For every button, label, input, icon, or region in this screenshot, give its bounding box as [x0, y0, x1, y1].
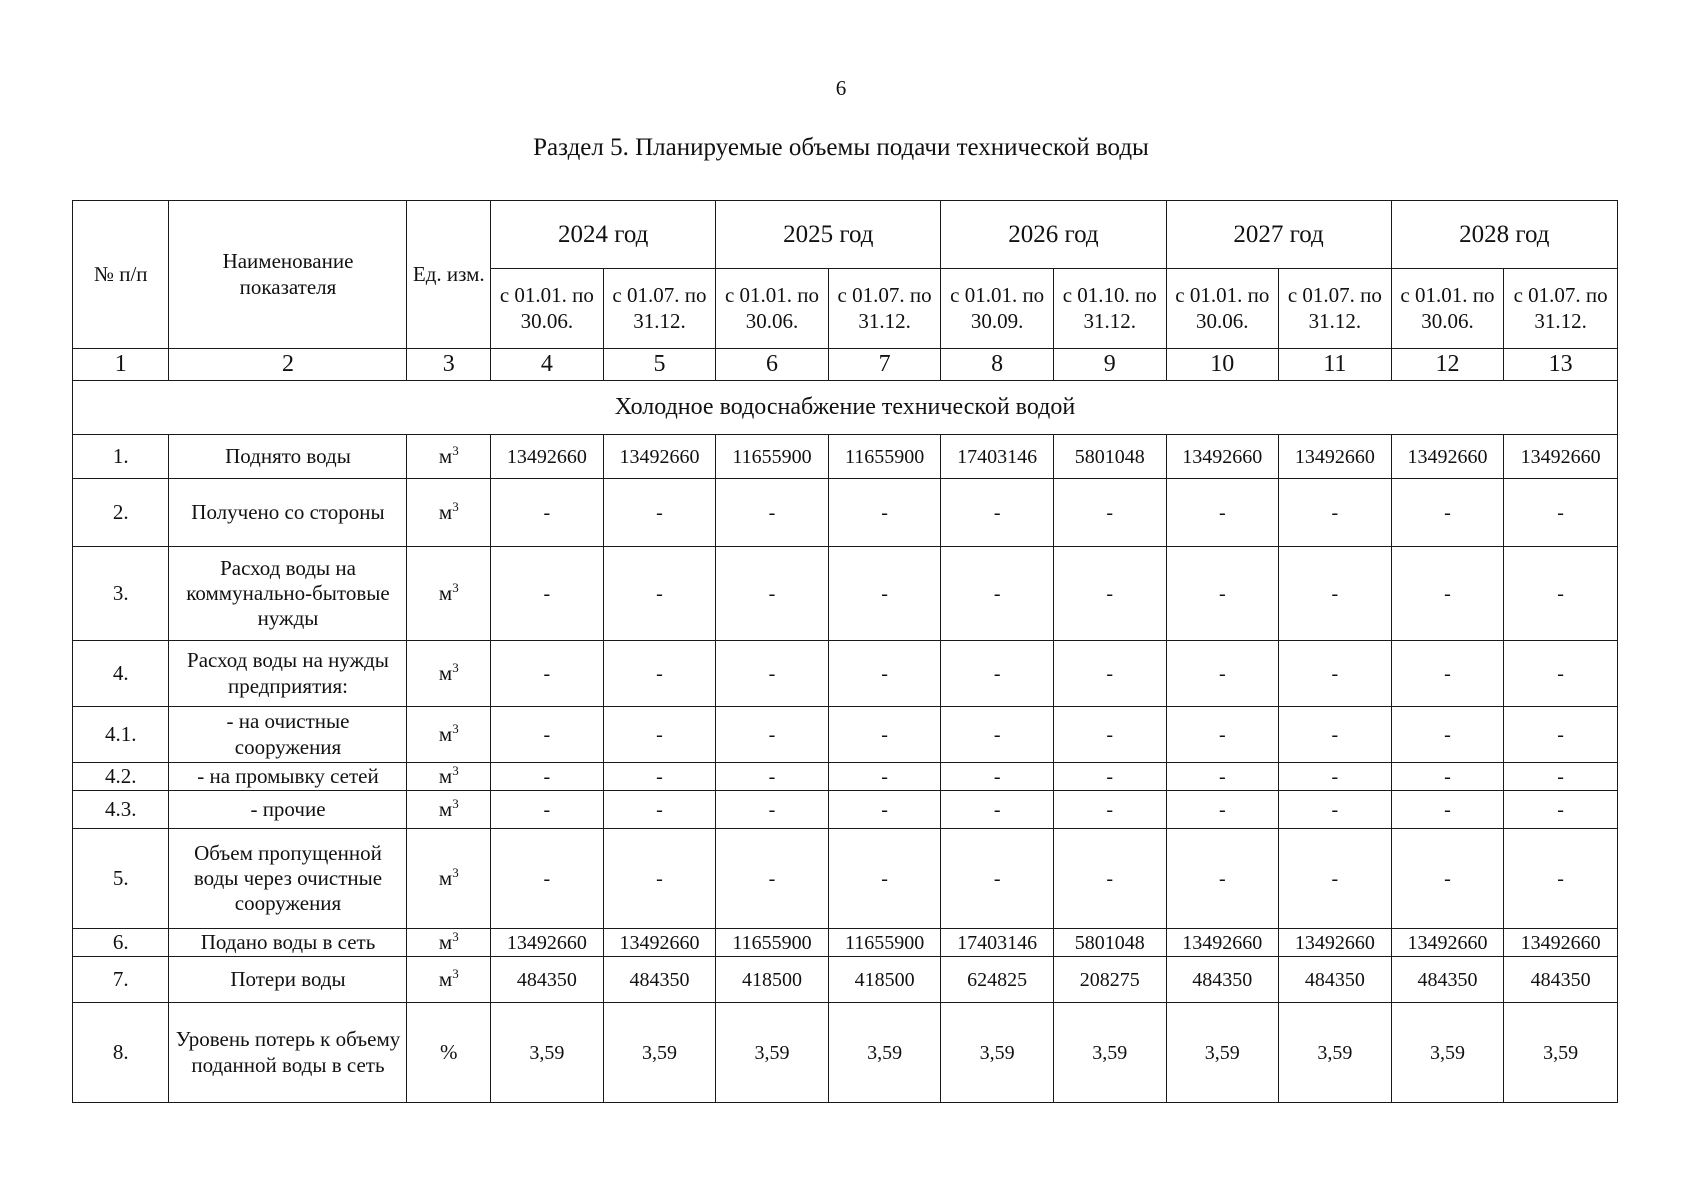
value-cell: 3,59: [491, 1003, 604, 1103]
header-period: с 01.01. по 30.09.: [941, 269, 1054, 349]
value-cell: 484350: [1279, 957, 1392, 1003]
unit-label: м: [438, 444, 453, 469]
table-row: [73, 829, 1618, 929]
value-cell: -: [1504, 707, 1618, 763]
header-col-unit: Ед. изм.: [407, 201, 491, 349]
value-cell: -: [828, 763, 941, 791]
unit-cell: [407, 435, 491, 479]
value-cell: -: [1391, 479, 1504, 547]
unit-cell: [407, 707, 491, 763]
value-cell: 13492660: [1279, 929, 1392, 957]
unit-superscript: 3: [452, 580, 459, 596]
value-cell: -: [603, 641, 716, 707]
value-cell: -: [941, 763, 1054, 791]
value-cell: -: [828, 707, 941, 763]
value-cell: 13492660: [491, 929, 604, 957]
unit-cell: [407, 641, 491, 707]
value-cell: 3,59: [941, 1003, 1054, 1103]
column-number: 13: [1504, 349, 1618, 381]
water-supply-table: [72, 200, 1618, 1103]
value-cell: 13492660: [1391, 435, 1504, 479]
unit-label: %: [440, 1039, 458, 1064]
indicator-name: - на промывку сетей: [169, 763, 407, 791]
value-cell: 5801048: [1053, 929, 1166, 957]
value-cell: -: [716, 641, 829, 707]
value-cell: -: [603, 763, 716, 791]
unit-cell: [407, 957, 491, 1003]
column-number: 1: [73, 349, 169, 381]
table-row: [73, 791, 1618, 829]
column-number: 2: [169, 349, 407, 381]
value-cell: -: [1391, 763, 1504, 791]
value-cell: -: [1279, 547, 1392, 641]
table-row: [73, 763, 1618, 791]
unit-label: м: [438, 866, 453, 891]
column-number: 5: [603, 349, 716, 381]
header-year-2028: 2028 год: [1391, 201, 1617, 269]
value-cell: 17403146: [941, 929, 1054, 957]
indicator-name: Объем пропущенной воды через очистные сооружения: [169, 829, 407, 929]
header-period: с 01.10. по 31.12.: [1053, 269, 1166, 349]
table-row: [73, 547, 1618, 641]
value-cell: -: [716, 791, 829, 829]
indicator-name: Подано воды в сеть: [169, 929, 407, 957]
table-row: [73, 479, 1618, 547]
table-row: [73, 435, 1618, 479]
header-col-name: Наименование показателя: [169, 201, 407, 349]
value-cell: -: [603, 707, 716, 763]
unit-superscript: 3: [452, 929, 459, 945]
value-cell: 3,59: [1504, 1003, 1618, 1103]
column-number: 10: [1166, 349, 1279, 381]
unit-superscript: 3: [452, 660, 459, 676]
value-cell: -: [603, 791, 716, 829]
value-cell: -: [1504, 763, 1618, 791]
row-number: 4.3.: [73, 791, 169, 829]
value-cell: 13492660: [603, 929, 716, 957]
unit-label: м: [438, 764, 453, 789]
unit-cell: [407, 791, 491, 829]
unit-cell: [407, 547, 491, 641]
value-cell: -: [1504, 829, 1618, 929]
value-cell: -: [1053, 641, 1166, 707]
table-row: [73, 957, 1618, 1003]
value-cell: -: [716, 547, 829, 641]
header-period: с 01.01. по 30.06.: [716, 269, 829, 349]
value-cell: -: [828, 547, 941, 641]
header-row-column-numbers: [73, 349, 1618, 381]
value-cell: 3,59: [828, 1003, 941, 1103]
value-cell: 3,59: [1279, 1003, 1392, 1103]
header-period: с 01.07. по 31.12.: [603, 269, 716, 349]
value-cell: -: [1053, 791, 1166, 829]
unit-superscript: 3: [452, 796, 459, 812]
indicator-name: Расход воды на нужды предприятия:: [169, 641, 407, 707]
value-cell: -: [828, 829, 941, 929]
indicator-name: Поднято воды: [169, 435, 407, 479]
value-cell: -: [941, 829, 1054, 929]
value-cell: 3,59: [716, 1003, 829, 1103]
value-cell: -: [1279, 707, 1392, 763]
value-cell: 3,59: [1166, 1003, 1279, 1103]
value-cell: -: [603, 547, 716, 641]
value-cell: -: [941, 641, 1054, 707]
value-cell: -: [941, 707, 1054, 763]
unit-cell: [407, 1003, 491, 1103]
value-cell: -: [1391, 547, 1504, 641]
value-cell: -: [941, 791, 1054, 829]
indicator-name: Уровень потерь к объему поданной воды в сеть: [169, 1003, 407, 1103]
indicator-name: Получено со стороны: [169, 479, 407, 547]
value-cell: 484350: [1166, 957, 1279, 1003]
value-cell: -: [941, 547, 1054, 641]
header-row-years: [73, 201, 1618, 269]
unit-superscript: 3: [452, 865, 459, 881]
section-title: Раздел 5. Планируемые объемы подачи технической воды: [533, 134, 1149, 161]
column-number: 9: [1053, 349, 1166, 381]
unit-cell: [407, 929, 491, 957]
value-cell: -: [491, 707, 604, 763]
header-year-2025: 2025 год: [716, 201, 941, 269]
table-body: [73, 381, 1618, 1103]
value-cell: -: [1166, 547, 1279, 641]
unit-label: м: [438, 722, 453, 747]
column-number: 3: [407, 349, 491, 381]
value-cell: -: [941, 479, 1054, 547]
column-number: 7: [828, 349, 941, 381]
value-cell: -: [716, 707, 829, 763]
value-cell: 11655900: [828, 929, 941, 957]
column-number: 12: [1391, 349, 1504, 381]
unit-superscript: 3: [452, 966, 459, 982]
value-cell: -: [1391, 707, 1504, 763]
unit-cell: [407, 479, 491, 547]
value-cell: -: [828, 791, 941, 829]
value-cell: 3,59: [1053, 1003, 1166, 1103]
value-cell: -: [1053, 707, 1166, 763]
value-cell: 13492660: [603, 435, 716, 479]
value-cell: -: [1053, 763, 1166, 791]
value-cell: -: [1279, 641, 1392, 707]
unit-superscript: 3: [452, 721, 459, 737]
column-number: 8: [941, 349, 1054, 381]
header-col-no: № п/п: [73, 201, 169, 349]
header-year-2026: 2026 год: [941, 201, 1166, 269]
row-number: 1.: [73, 435, 169, 479]
header-period: с 01.01. по 30.06.: [1391, 269, 1504, 349]
value-cell: 13492660: [1166, 435, 1279, 479]
value-cell: 13492660: [1166, 929, 1279, 957]
table-row: [73, 929, 1618, 957]
column-number: 6: [716, 349, 829, 381]
unit-label: м: [438, 661, 453, 686]
value-cell: -: [1391, 829, 1504, 929]
value-cell: -: [491, 763, 604, 791]
value-cell: -: [828, 479, 941, 547]
value-cell: 13492660: [1504, 435, 1618, 479]
value-cell: 418500: [716, 957, 829, 1003]
value-cell: 484350: [1391, 957, 1504, 1003]
value-cell: 624825: [941, 957, 1054, 1003]
value-cell: -: [1053, 829, 1166, 929]
value-cell: 208275: [1053, 957, 1166, 1003]
row-number: 8.: [73, 1003, 169, 1103]
value-cell: -: [716, 763, 829, 791]
indicator-name: - прочие: [169, 791, 407, 829]
unit-superscript: 3: [452, 763, 459, 779]
value-cell: 13492660: [1391, 929, 1504, 957]
unit-label: м: [438, 581, 453, 606]
value-cell: 11655900: [828, 435, 941, 479]
value-cell: -: [1053, 547, 1166, 641]
value-cell: -: [1504, 479, 1618, 547]
table-row: [73, 707, 1618, 763]
unit-superscript: 3: [452, 499, 459, 515]
value-cell: -: [1166, 791, 1279, 829]
value-cell: -: [1391, 791, 1504, 829]
value-cell: -: [828, 641, 941, 707]
value-cell: 484350: [491, 957, 604, 1003]
row-number: 3.: [73, 547, 169, 641]
header-period: с 01.01. по 30.06.: [1166, 269, 1279, 349]
value-cell: -: [491, 641, 604, 707]
value-cell: -: [1504, 791, 1618, 829]
value-cell: -: [603, 479, 716, 547]
header-period: с 01.01. по 30.06.: [491, 269, 604, 349]
value-cell: -: [1279, 763, 1392, 791]
value-cell: -: [1166, 763, 1279, 791]
indicator-name: - на очистные сооружения: [169, 707, 407, 763]
row-number: 7.: [73, 957, 169, 1003]
row-number: 6.: [73, 929, 169, 957]
value-cell: -: [603, 829, 716, 929]
value-cell: 13492660: [1504, 929, 1618, 957]
value-cell: 13492660: [1279, 435, 1392, 479]
value-cell: -: [716, 829, 829, 929]
value-cell: -: [1166, 641, 1279, 707]
value-cell: 17403146: [941, 435, 1054, 479]
value-cell: -: [1279, 791, 1392, 829]
value-cell: -: [491, 547, 604, 641]
value-cell: 3,59: [603, 1003, 716, 1103]
value-cell: 11655900: [716, 435, 829, 479]
value-cell: -: [1279, 479, 1392, 547]
value-cell: 484350: [1504, 957, 1618, 1003]
unit-label: м: [438, 930, 453, 955]
value-cell: -: [1504, 641, 1618, 707]
value-cell: -: [491, 829, 604, 929]
row-number: 2.: [73, 479, 169, 547]
section-label: Холодное водоснабжение технической водой: [73, 381, 1618, 435]
table-row: [73, 641, 1618, 707]
header-period: с 01.07. по 31.12.: [1504, 269, 1618, 349]
value-cell: -: [1391, 641, 1504, 707]
column-number: 11: [1279, 349, 1392, 381]
header-year-2027: 2027 год: [1166, 201, 1391, 269]
table-row: [73, 1003, 1618, 1103]
value-cell: 13492660: [491, 435, 604, 479]
header-period: с 01.07. по 31.12.: [828, 269, 941, 349]
value-cell: -: [1279, 829, 1392, 929]
value-cell: -: [1166, 479, 1279, 547]
unit-cell: [407, 829, 491, 929]
header-period: с 01.07. по 31.12.: [1279, 269, 1392, 349]
unit-label: м: [438, 500, 453, 525]
value-cell: 418500: [828, 957, 941, 1003]
unit-cell: [407, 763, 491, 791]
unit-superscript: 3: [452, 443, 459, 459]
indicator-name: Расход воды на коммунально-бытовые нужды: [169, 547, 407, 641]
row-number: 5.: [73, 829, 169, 929]
unit-label: м: [438, 967, 453, 992]
row-number: 4.1.: [73, 707, 169, 763]
value-cell: -: [491, 479, 604, 547]
section-row: [73, 381, 1618, 435]
value-cell: 3,59: [1391, 1003, 1504, 1103]
row-number: 4.: [73, 641, 169, 707]
header-year-2024: 2024 год: [491, 201, 716, 269]
unit-label: м: [438, 797, 453, 822]
value-cell: -: [491, 791, 604, 829]
value-cell: -: [1166, 829, 1279, 929]
value-cell: 5801048: [1053, 435, 1166, 479]
value-cell: -: [1504, 547, 1618, 641]
value-cell: -: [1166, 707, 1279, 763]
value-cell: 484350: [603, 957, 716, 1003]
page-number: 6: [835, 76, 847, 100]
value-cell: -: [1053, 479, 1166, 547]
column-number: 4: [491, 349, 604, 381]
value-cell: -: [716, 479, 829, 547]
value-cell: 11655900: [716, 929, 829, 957]
row-number: 4.2.: [73, 763, 169, 791]
indicator-name: Потери воды: [169, 957, 407, 1003]
